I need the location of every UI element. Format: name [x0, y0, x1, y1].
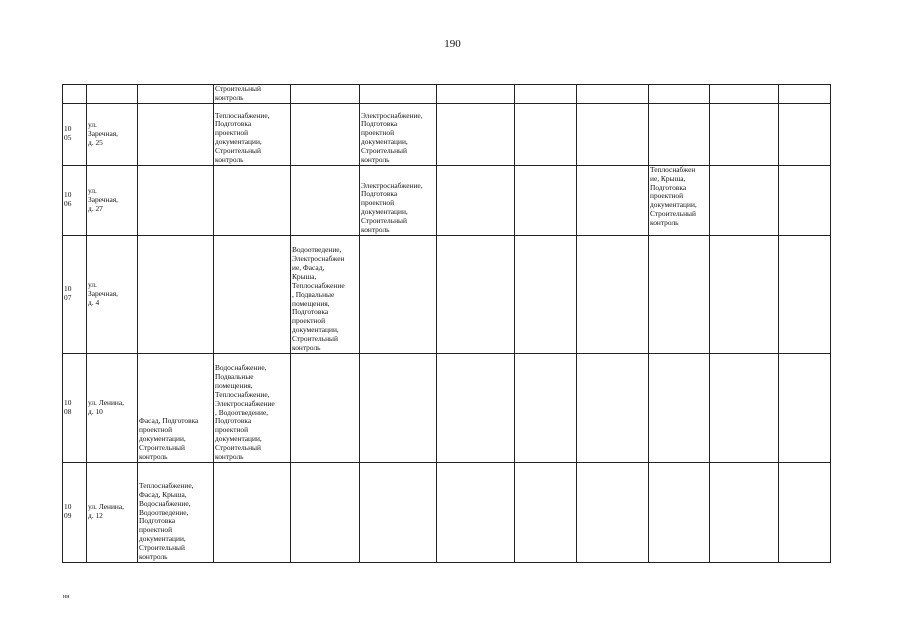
capital-repair-table [62, 84, 831, 563]
work-cell [649, 353, 710, 462]
work-cell [138, 85, 214, 104]
work-cell [779, 85, 831, 104]
work-cell [360, 235, 437, 353]
work-cell [138, 165, 214, 235]
row-number: 10 05 [63, 103, 87, 165]
footer-mark: нн [63, 594, 70, 600]
work-cell [515, 165, 577, 235]
work-cell: Строительный контроль [214, 85, 291, 104]
work-cell [437, 353, 515, 462]
address-cell: ул. Ленина, д. 10 [87, 353, 138, 462]
row-number: 10 06 [63, 165, 87, 235]
work-cell [515, 103, 577, 165]
work-cell: Теплоснабжение, Фасад, Крыша, Водоснабжение, Водоотведение, Подготовка проектной документации, Строительный контроль [138, 462, 214, 562]
work-cell [649, 462, 710, 562]
work-cell [779, 353, 831, 462]
work-cell [649, 85, 710, 104]
work-cell [214, 235, 291, 353]
work-cell [138, 103, 214, 165]
work-cell [710, 353, 779, 462]
work-cell [710, 85, 779, 104]
table-row [63, 103, 831, 165]
work-cell [437, 462, 515, 562]
work-cell: Фасад, Подготовка проектной документации, Строительный контроль [138, 353, 214, 462]
work-cell: Электроснабжение, Подготовка проектной документации, Строительный контроль [360, 165, 437, 235]
work-cell [710, 235, 779, 353]
work-cell [360, 353, 437, 462]
work-cell [779, 103, 831, 165]
work-cell [515, 85, 577, 104]
work-cell: Водоснабжение, Подвальные помещения, Теплоснабжение, Электроснабжение , Водоотведение, Подготовка проектной документации, Строительный контроль [214, 353, 291, 462]
work-cell [577, 85, 649, 104]
table-row [63, 462, 831, 562]
work-cell [779, 462, 831, 562]
work-cell [437, 235, 515, 353]
work-cell: Теплоснабжен ие, Крыша, Подготовка проектной документации, Строительный контроль [649, 165, 710, 235]
work-cell [360, 85, 437, 104]
work-cell [577, 165, 649, 235]
work-cell [291, 353, 360, 462]
row-number: 10 07 [63, 235, 87, 353]
work-cell: Электроснабжение, Подготовка проектной документации, Строительный контроль [360, 103, 437, 165]
work-cell [214, 165, 291, 235]
work-cell [779, 235, 831, 353]
work-cell [710, 462, 779, 562]
work-cell [577, 462, 649, 562]
table-row [63, 165, 831, 235]
work-cell [577, 103, 649, 165]
table-row [63, 235, 831, 353]
work-cell [291, 462, 360, 562]
work-cell [437, 85, 515, 104]
work-cell [214, 462, 291, 562]
work-cell [291, 165, 360, 235]
address-cell: ул. Заречная, д. 27 [87, 165, 138, 235]
work-cell [577, 235, 649, 353]
work-cell [437, 103, 515, 165]
row-number: 10 08 [63, 353, 87, 462]
row-number [63, 85, 87, 104]
work-cell: Теплоснабжение, Подготовка проектной документации, Строительный контроль [214, 103, 291, 165]
work-cell: Водоотведение, Электроснабжен ие, Фасад, Крыша, Теплоснабжение , Подвальные помещения, Подготовка проектной документации, Строительный контроль [291, 235, 360, 353]
work-cell [291, 103, 360, 165]
work-cell [649, 103, 710, 165]
row-number: 10 09 [63, 462, 87, 562]
work-cell [437, 165, 515, 235]
address-cell: ул. Заречная, д. 4 [87, 235, 138, 353]
work-cell [360, 462, 437, 562]
work-cell [515, 462, 577, 562]
address-cell: ул. Заречная, д. 25 [87, 103, 138, 165]
address-cell [87, 85, 138, 104]
work-cell [577, 353, 649, 462]
page-number: 190 [444, 38, 461, 50]
work-cell [710, 103, 779, 165]
work-cell [138, 235, 214, 353]
table-row [63, 353, 831, 462]
work-cell [291, 85, 360, 104]
address-cell: ул. Ленина, д. 12 [87, 462, 138, 562]
work-cell [649, 235, 710, 353]
work-cell [710, 165, 779, 235]
work-cell [515, 353, 577, 462]
table-row [63, 85, 831, 104]
work-cell [515, 235, 577, 353]
work-cell [779, 165, 831, 235]
